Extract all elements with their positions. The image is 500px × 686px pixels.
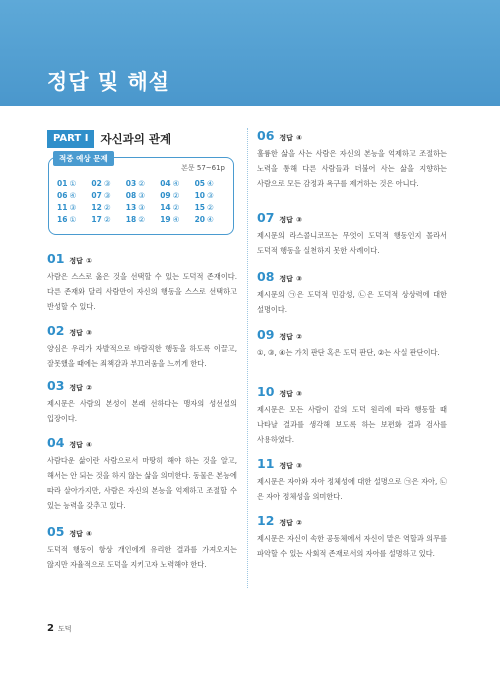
answer-choice: ②	[103, 203, 111, 212]
answer-choice: ④	[207, 179, 214, 188]
explanation-item	[257, 210, 447, 258]
answer-number: 12	[91, 203, 102, 212]
answer-choice: ②	[172, 203, 180, 212]
answer-choice: ④	[69, 191, 77, 200]
answer-choice: ③	[138, 203, 145, 212]
answer-value: ③	[295, 275, 302, 283]
answer-choice: ②	[138, 215, 145, 224]
answer-number: 10	[194, 191, 206, 200]
answer-number: 08	[125, 191, 137, 200]
question-number: 10	[257, 384, 275, 399]
part-badge: PART Ⅰ	[47, 130, 94, 148]
answer-cell	[195, 191, 229, 200]
answer-label: 정답	[69, 257, 83, 265]
answer-value: ④	[85, 530, 92, 538]
answer-cell	[160, 179, 194, 188]
explanation-item	[257, 327, 447, 360]
question-number: 07	[257, 210, 275, 225]
question-number: 08	[257, 269, 275, 284]
explanation-item	[257, 456, 447, 504]
answer-number: 05	[194, 179, 206, 188]
answer-cell	[57, 203, 91, 212]
part-heading	[47, 129, 171, 149]
answer-label: 정답	[279, 333, 293, 341]
answer-label: 정답	[279, 275, 293, 283]
answer-number: 14	[160, 203, 171, 212]
answer-cell	[160, 215, 194, 224]
question-number: 12	[257, 513, 275, 528]
part-title: 자신과의 관계	[100, 132, 172, 146]
explanation-text: 도덕적 행동이 항상 개인에게 유리한 결과를 가져오지는 않지만 자율적으로 도덕을 지키고자 노력해야 한다.	[47, 545, 237, 569]
explanation-item	[47, 524, 237, 572]
answer-cell	[57, 215, 91, 224]
answer-number: 18	[125, 215, 137, 224]
answer-number: 06	[57, 191, 68, 200]
explanation-item	[47, 435, 237, 513]
explanation-item	[47, 251, 237, 314]
answer-value: ④	[295, 134, 302, 142]
answer-cell	[160, 203, 194, 212]
answer-number: 01	[57, 179, 68, 188]
answer-cell	[126, 191, 160, 200]
answer-cell	[195, 203, 229, 212]
answer-number: 04	[160, 179, 171, 188]
answer-number: 02	[91, 179, 102, 188]
answer-choice: ①	[69, 215, 77, 224]
answer-choice: ②	[138, 179, 145, 188]
answer-number: 09	[160, 191, 171, 200]
answer-cell	[91, 215, 125, 224]
answer-box-label: 적중 예상 문제	[53, 151, 114, 166]
explanation-text: 제시문은 사람의 본성이 본래 선하다는 맹자의 성선설의 입장이다.	[47, 399, 237, 423]
answer-number: 11	[57, 203, 68, 212]
answer-value: ③	[85, 329, 92, 337]
page-header	[0, 0, 500, 106]
answer-cell	[126, 179, 160, 188]
explanation-item	[257, 513, 447, 561]
answer-choice: ④	[172, 179, 180, 188]
answer-cell	[195, 215, 229, 224]
answer-label: 정답	[279, 390, 293, 398]
answer-choice: ③	[103, 191, 111, 200]
question-number: 05	[47, 524, 65, 539]
answer-cell	[160, 191, 194, 200]
page-title: 정답 및 해설	[47, 70, 171, 94]
answer-value: ①	[85, 257, 92, 265]
answer-label: 정답	[69, 329, 83, 337]
question-number: 11	[257, 456, 275, 471]
answer-label: 정답	[69, 530, 83, 538]
answer-cell	[57, 191, 91, 200]
answer-choice: ④	[172, 215, 180, 224]
answer-choice: ③	[69, 203, 77, 212]
answer-value: ④	[85, 441, 92, 449]
answer-choice: ②	[207, 203, 214, 212]
answer-value: ③	[295, 390, 302, 398]
question-number: 01	[47, 251, 65, 266]
answer-choice: ③	[138, 191, 145, 200]
explanation-text: 제시문의 ㉠은 도덕적 민감성, ㉡은 도덕적 상상력에 대한 설명이다.	[257, 290, 447, 314]
answer-cell	[195, 179, 229, 188]
answer-choice: ③	[207, 191, 214, 200]
answer-choice: ④	[207, 215, 214, 224]
answer-number: 16	[57, 215, 68, 224]
answer-cell	[57, 179, 91, 188]
question-number: 04	[47, 435, 65, 450]
answer-label: 정답	[279, 462, 293, 470]
answer-cell	[91, 191, 125, 200]
explanation-item	[257, 269, 447, 317]
explanation-text: 제시문은 자신이 속한 공동체에서 자신이 맡은 역할과 의무를 파악할 수 있는 사회적 존재로서의 자아를 설명하고 있다.	[257, 534, 447, 558]
answer-label: 정답	[69, 384, 83, 392]
quick-answer-box	[48, 154, 234, 235]
answer-label: 정답	[279, 216, 293, 224]
question-number: 06	[257, 128, 275, 143]
explanation-text: 사람은 스스로 옳은 것을 선택할 수 있는 도덕적 존재이다. 다른 존재와 달리 사람만이 자신의 행동을 스스로 선택하고 반성할 수 있다.	[47, 272, 237, 311]
explanation-text: 사람다운 삶이란 사람으로서 마땅히 해야 하는 것을 알고, 해서는 안 되는 것을 하지 않는 삶을 의미한다. 동물은 본능에 따라 살아가지만, 사람은 자신의 본능을 억제하고 조절할 수 있는 능력을 갖추고 있다.	[47, 456, 237, 510]
question-number: 02	[47, 323, 65, 338]
answer-cell	[126, 215, 160, 224]
answer-number: 20	[194, 215, 206, 224]
answer-number: 17	[91, 215, 102, 224]
explanation-text: 제시문은 모든 사람이 같의 도덕 원리에 따라 행동할 때 나타날 결과를 생각해 보도록 하는 보편화 결과 검사를 사용하였다.	[257, 405, 447, 444]
answer-box-page-range: 본문 57~61p	[181, 164, 225, 172]
answer-value: ②	[295, 333, 302, 341]
answer-choice: ②	[172, 191, 180, 200]
answer-cell	[126, 203, 160, 212]
answer-label: 정답	[279, 519, 293, 527]
explanation-text: 훌륭한 삶을 사는 사람은 자신의 본능을 억제하고 조절하는 노력을 통해 다른 사람들과 더불어 사는 삶을 지향하는 사람으로 모든 감정과 욕구를 제거하는 것은 아니다.	[257, 149, 447, 188]
page-footer	[47, 623, 72, 634]
question-number: 03	[47, 378, 65, 393]
answer-choice: ③	[103, 179, 111, 188]
explanation-item	[47, 378, 237, 426]
explanation-item	[257, 384, 447, 447]
answer-value: ③	[295, 216, 302, 224]
answer-cell	[91, 203, 125, 212]
answer-label: 정답	[279, 134, 293, 142]
answer-cell	[91, 179, 125, 188]
answer-number: 19	[160, 215, 171, 224]
answer-label: 정답	[69, 441, 83, 449]
answer-choice: ①	[69, 179, 77, 188]
explanation-item	[47, 323, 237, 371]
explanation-text: 제시문의 라스콜니코프는 무엇이 도덕적 행동인지 몰라서 도덕적 행동을 실천하지 못한 사례이다.	[257, 231, 447, 255]
answer-value: ③	[295, 462, 302, 470]
answer-number: 03	[125, 179, 137, 188]
answer-value: ②	[295, 519, 302, 527]
page-number: 2	[47, 623, 54, 634]
answer-number: 13	[125, 203, 137, 212]
explanation-item	[257, 128, 447, 191]
answer-value: ②	[85, 384, 92, 392]
answer-number: 07	[91, 191, 102, 200]
subject-name: 도덕	[57, 625, 72, 633]
answer-number: 15	[194, 203, 206, 212]
column-divider	[247, 128, 248, 588]
explanation-text: 제시문은 자아와 자아 정체성에 대한 설명으로 ㉠은 자아, ㉡은 자아 정체성을 의미한다.	[257, 477, 447, 501]
explanation-text: 양심은 우리가 자발적으로 바람직한 행동을 하도록 이끌고, 잘못했을 때에는 죄책감과 부끄러움을 느끼게 한다.	[47, 344, 237, 368]
question-number: 09	[257, 327, 275, 342]
answer-grid	[57, 179, 229, 224]
explanation-text: ①, ③, ④는 가치 판단 혹은 도덕 판단, ②는 사실 판단이다.	[257, 348, 440, 357]
answer-choice: ②	[103, 215, 111, 224]
